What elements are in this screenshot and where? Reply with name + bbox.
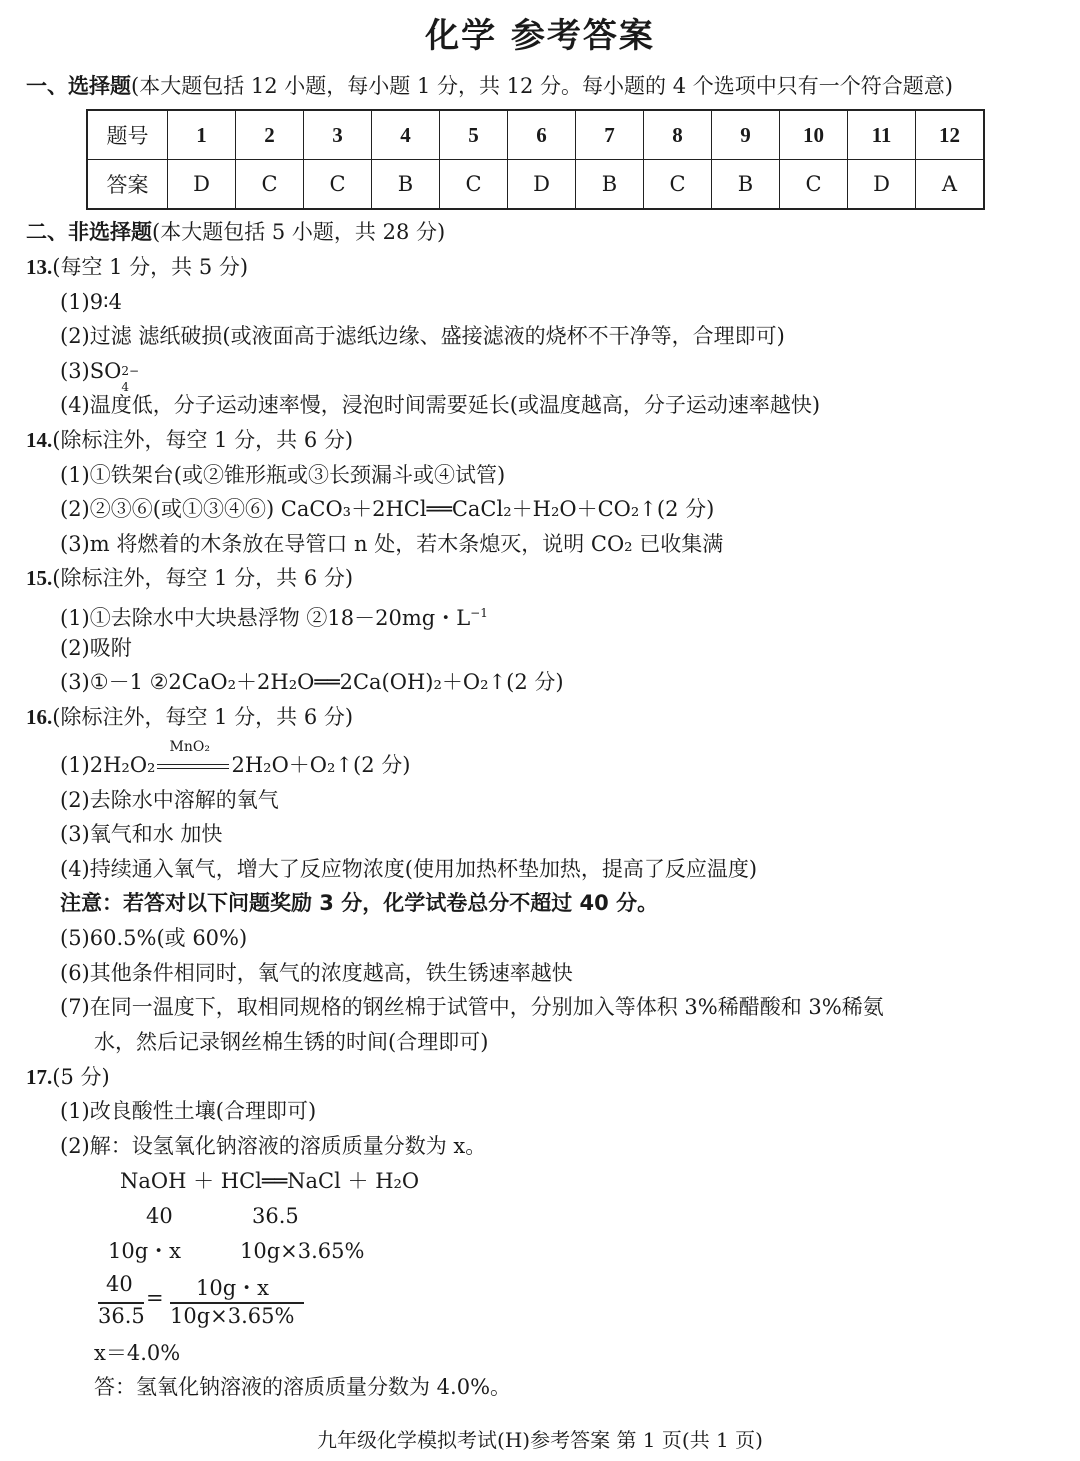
q15-answer-3: (3)①－1 ②2CaO₂＋2H₂O══2Ca(OH)₂＋O₂↑(2 分) <box>60 670 564 694</box>
q13-answer-4: (4)温度低，分子运动速率慢，浸泡时间需要延长(或温度越高，分子运动速率越快) <box>60 393 821 417</box>
table-cell: 12 <box>916 110 985 160</box>
question-number: 13. <box>26 255 53 279</box>
q16-answer-2: (2)去除水中溶解的氧气 <box>60 788 279 812</box>
product-text: 2H₂O＋O₂↑(2 分) <box>231 753 411 777</box>
q14-answer-2: (2)②③⑥(或①③④⑥) CaCO₃＋2HCl══CaCl₂＋H₂O＋CO₂↑(2 分) <box>60 497 715 521</box>
mass-hcl: 10g×3.65% <box>240 1239 365 1263</box>
ion-script <box>121 363 140 394</box>
answer-table <box>86 109 985 210</box>
section2-line <box>26 218 445 246</box>
q14-answer-3: (3)m 将燃着的木条放在导管口 n 处，若木条熄灭，说明 CO₂ 已收集满 <box>60 532 724 556</box>
equals-bar <box>157 764 229 769</box>
fraction-numerator-1: 40 <box>106 1272 133 1296</box>
unit-exponent: −1 <box>470 606 488 620</box>
q13-header <box>26 253 248 281</box>
table-cell: B <box>712 160 780 210</box>
table-cell: C <box>644 160 712 210</box>
row-label-number: 题号 <box>87 110 168 160</box>
bonus-note: 注意：若答对以下问题奖励 3 分，化学试卷总分不超过 40 分。 <box>60 891 659 915</box>
table-row-numbers <box>87 110 984 160</box>
table-cell: 5 <box>440 110 508 160</box>
table-row-answers <box>87 160 984 210</box>
table-cell: 7 <box>576 110 644 160</box>
table-cell: C <box>440 160 508 210</box>
q15-answer-2: (2)吸附 <box>60 636 132 660</box>
fraction-denominator-2: 10g×3.65% <box>170 1304 295 1328</box>
q16-answer-1 <box>60 738 411 779</box>
table-cell: C <box>780 160 848 210</box>
question-number: 14. <box>26 428 53 452</box>
q16-answer-6: (6)其他条件相同时，氧气的浓度越高，铁生锈速率越快 <box>60 961 573 985</box>
q13-answer-1: (1)9∶4 <box>60 290 122 314</box>
question-note: (除标注外，每空 1 分，共 6 分) <box>52 566 354 590</box>
section2-heading: 二、非选择题 <box>26 220 152 244</box>
row-label-answer: 答案 <box>87 160 168 210</box>
q15-answer-1 <box>60 599 488 632</box>
table-cell: 2 <box>236 110 304 160</box>
table-cell: C <box>236 160 304 210</box>
table-cell: D <box>848 160 916 210</box>
catalyst-label: MnO₂ <box>169 738 210 755</box>
table-cell: B <box>372 160 440 210</box>
reaction-equation: NaOH ＋ HCl══NaCl ＋ H₂O <box>120 1169 420 1193</box>
q13-answer-2: (2)过滤 滤纸破损(或液面高于滤纸边缘、盛接滤液的烧杯不干净等，合理即可) <box>60 324 785 348</box>
q16-answer-3: (3)氧气和水 加快 <box>60 822 223 846</box>
table-cell: 1 <box>168 110 236 160</box>
table-cell: 4 <box>372 110 440 160</box>
q13-answer-3 <box>60 357 140 394</box>
ion-subscript: 4 <box>121 379 129 394</box>
page-title: 化学 参考答案 <box>425 16 655 56</box>
q17-header <box>26 1063 110 1091</box>
table-cell: 6 <box>508 110 576 160</box>
table-cell: 9 <box>712 110 780 160</box>
q16-answer-7a: (7)在同一温度下，取相同规格的钢丝棉于试管中，分别加入等体积 3%稀醋酸和 3%稀氨 <box>60 995 884 1019</box>
table-cell: 11 <box>848 110 916 160</box>
fraction-numerator-2: 10g・x <box>196 1276 270 1300</box>
question-number: 17. <box>26 1065 53 1089</box>
proportion-equals: = <box>146 1286 164 1310</box>
question-note: (除标注外，每空 1 分，共 6 分) <box>52 705 354 729</box>
ion-charge: 2− <box>121 363 140 378</box>
q17-answer-2: (2)解：设氢氧化钠溶液的溶质质量分数为 x。 <box>60 1134 487 1158</box>
question-note: (除标注外，每空 1 分，共 6 分) <box>52 428 354 452</box>
question-number: 16. <box>26 705 53 729</box>
page-footer: 九年级化学模拟考试(H)参考答案 第 1 页(共 1 页) <box>317 1428 763 1452</box>
section2-note: (本大题包括 5 小题，共 28 分) <box>152 220 446 244</box>
fraction-denominator-1: 36.5 <box>98 1304 145 1328</box>
molar-mass-naoh: 40 <box>146 1204 173 1228</box>
table-cell: B <box>576 160 644 210</box>
table-cell: D <box>168 160 236 210</box>
q16-answer-5: (5)60.5%(或 60%) <box>60 926 248 950</box>
q14-header <box>26 426 353 454</box>
question-note: (5 分) <box>52 1065 110 1089</box>
mass-naoh: 10g・x <box>108 1239 182 1263</box>
reactant-text: (1)2H₂O₂ <box>60 753 156 777</box>
question-number: 15. <box>26 566 53 590</box>
q16-answer-4: (4)持续通入氧气，增大了反应物浓度(使用加热杯垫加热，提高了反应温度) <box>60 857 758 881</box>
table-cell: 10 <box>780 110 848 160</box>
section1-heading: 一、选择题 <box>26 74 131 98</box>
molar-mass-hcl: 36.5 <box>252 1204 299 1228</box>
section1-line <box>26 72 953 100</box>
question-note: (每空 1 分，共 5 分) <box>52 255 249 279</box>
table-cell: 3 <box>304 110 372 160</box>
table-cell: C <box>304 160 372 210</box>
answer-text: (1)①去除水中大块悬浮物 ②18－20mg・L <box>60 606 471 630</box>
table-cell: D <box>508 160 576 210</box>
q16-header <box>26 703 353 731</box>
q17-answer-1: (1)改良酸性土壤(合理即可) <box>60 1099 317 1123</box>
section1-note: (本大题包括 12 小题，每小题 1 分，共 12 分。每小题的 4 个选项中只有一个符合题意) <box>131 74 953 98</box>
q14-answer-1: (1)①铁架台(或②锥形瓶或③长颈漏斗或④试管) <box>60 463 506 487</box>
formula-text: (3)SO <box>60 359 122 383</box>
final-answer: 答：氢氧化钠溶液的溶质质量分数为 4.0%。 <box>94 1375 512 1399</box>
reaction-arrow <box>155 738 231 777</box>
q15-header <box>26 564 353 592</box>
result-line: x＝4.0% <box>94 1341 181 1365</box>
q16-answer-7b: 水，然后记录钢丝棉生锈的时间(合理即可) <box>94 1030 489 1054</box>
table-cell: A <box>916 160 985 210</box>
table-cell: 8 <box>644 110 712 160</box>
